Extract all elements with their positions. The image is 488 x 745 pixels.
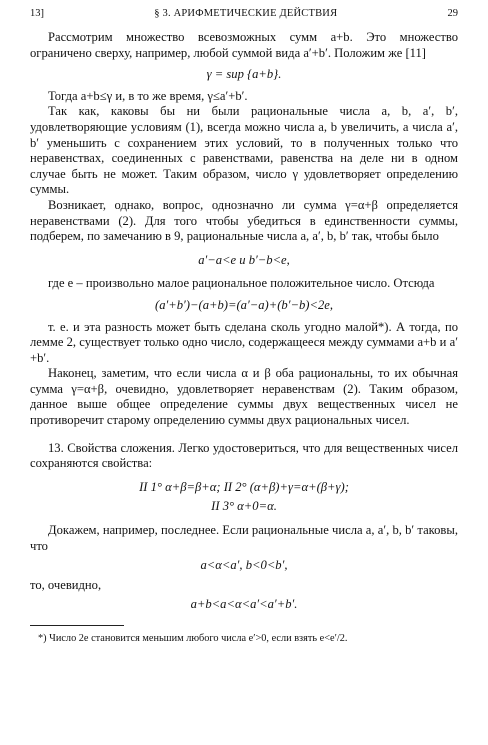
header-left: 13] <box>30 8 44 19</box>
formula: a<α<a′, b<0<b′, <box>200 558 288 573</box>
paragraph: Наконец, заметим, что если числа α и β оба рациональны, то их обычная сумма γ=α+β, очевидно, удовлетворяет неравенствам (2). Таким образом, данное выше общее определение суммы двух вещественных чисел не противоречит старому определению суммы двух рациональных чисел. <box>30 366 458 428</box>
footnote: *) Число 2e становится меньшим любого числа e′>0, если взять e<e′/2. <box>38 633 348 644</box>
section-title: § 3. АРИФМЕТИЧЕСКИЕ ДЕЙСТВИЯ <box>154 8 338 19</box>
section-13-paragraph: 13. Свойства сложения. Легко удостовериться, что для вещественных чисел сохраняются свойства: <box>30 440 458 471</box>
formula: γ = sup {a+b}. <box>206 67 282 82</box>
paragraph: то, очевидно, <box>30 577 102 592</box>
formula: a′−a<e и b′−b<e, <box>198 252 290 267</box>
formula: II 3° α+0=α. <box>211 499 277 514</box>
formula: a+b<a<α<a′<a′+b′. <box>190 597 298 612</box>
paragraph: где e – произвольно малое рациональное положительное число. Отсюда <box>48 276 435 291</box>
paragraph: Возникает, однако, вопрос, однозначно ли сумма γ=α+β определяется неравенствами (2). Для того чтобы убедиться в единственности суммы, подберем, по замечанию в 9, рациональные числа a, a′, b, b′ так, чтобы было <box>30 197 458 244</box>
page-number: 29 <box>447 8 458 19</box>
paragraph: Тогда a+b≤γ и, в то же время, γ≤a′+b′. <box>48 88 248 103</box>
paragraph: Докажем, например, последнее. Если рациональные числа a, a′, b, b′ таковы, что <box>30 523 458 553</box>
formula: II 1° α+β=β+α; II 2° (α+β)+γ=α+(β+γ); <box>139 479 349 494</box>
formula: (a′+b′)−(a+b)=(a′−a)+(b′−b)<2e, <box>155 297 333 312</box>
paragraph: Так как, каковы бы ни были рациональные числа a, b, a′, b′, удовлетворяющие условиям (1), всегда можно числа a, b увеличить, а числа a′, b′ уменьшить с сохранением этих условий, то в полученных только что неравенствах, соединенных с равенствами, равенства на деле ни в одном случае быть не может. Таким образом, число γ удовлетворяет определению суммы. <box>30 104 458 197</box>
footnote-rule <box>30 625 124 626</box>
paragraph: Рассмотрим множество всевозможных сумм a+b. Это множество ограничено сверху, например, любой суммой вида a′+b′. Положим же [11] <box>30 30 458 60</box>
paragraph: т. е. и эта разность может быть сделана сколь угодно малой*). А тогда, по лемме 2, существует только одно число, содержащееся между суммами a+b и a′+b′. <box>30 319 458 365</box>
running-header <box>30 8 458 24</box>
